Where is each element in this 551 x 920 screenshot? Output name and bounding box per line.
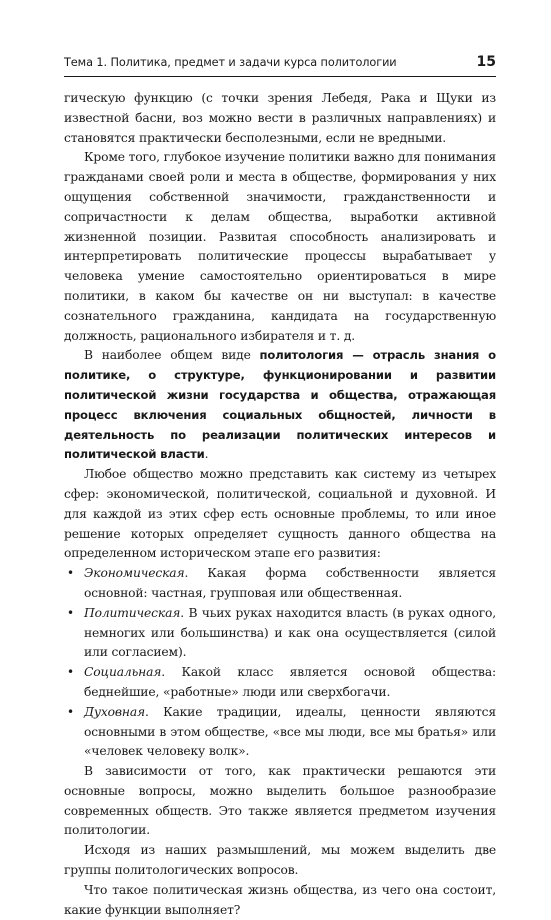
bullet-icon: • xyxy=(67,605,74,620)
bullet-icon: • xyxy=(67,704,74,719)
paragraph-question: Что такое политическая жизнь общества, из чего она состоит, какие функции выполняет? xyxy=(64,882,496,917)
sphere-term: Экономическая xyxy=(84,566,185,581)
sphere-text: . Какая форма собственности является основной: частная, групповая или общественная. xyxy=(84,566,496,600)
sphere-text: . В чьих руках находится власть (в руках одного, немногих или большинства) и как она осуществляется (силой или согласием). xyxy=(84,605,496,660)
list-item xyxy=(64,703,496,762)
paragraph-diversity: В зависимости от того, как практически решаются эти основные вопросы, можно выделить большое разнообразие современных обществ. Это также является предметом изучения политологии. xyxy=(64,764,496,838)
list-item xyxy=(64,564,496,604)
paragraph-definition xyxy=(64,346,496,465)
definition-end: . xyxy=(204,447,209,462)
sphere-term: Духовная xyxy=(84,704,145,719)
bullet-icon: • xyxy=(67,566,74,581)
list-item xyxy=(64,663,496,703)
paragraph-four-spheres: Любое общество можно представить как систему из четырех сфер: экономической, политической, социальной и духовной. И для каждой из этих сфер есть основные проблемы, то или иное решение которых определяет сущность данного общества на определенном историческом этапе его развития: xyxy=(64,467,496,561)
definition-lead: В наиболее общем виде xyxy=(84,348,260,363)
list-item xyxy=(64,604,496,663)
page-number: 15 xyxy=(476,54,496,70)
spheres-list xyxy=(64,564,496,762)
sphere-text: . Какие традиции, идеалы, ценности являются основными в этом обществе, «все мы люди, все мы братья» или «человек человеку волк». xyxy=(84,704,496,759)
sphere-term: Социальная xyxy=(84,665,162,680)
paragraph-two-groups: Исходя из наших размышлений, мы можем выделить две группы политологических вопросов. xyxy=(64,843,496,878)
sphere-term: Политическая xyxy=(84,605,181,620)
sphere-text: . Какой класс является основой общества: беднейшие, «работные» люди или сверхбогачи. xyxy=(84,665,496,699)
bullet-icon: • xyxy=(67,665,74,680)
page-body xyxy=(64,89,496,920)
running-header xyxy=(64,54,496,77)
definition-bold: политология — отрасль знания о политике, о структуре, функционировании и развитии политической жизни государства и общества, отражающая процесс включения социальных общностей, личности в деятельность по реализации политических интересов и политической власти xyxy=(64,348,496,462)
chapter-title: Тема 1. Политика, предмет и задачи курса политологии xyxy=(64,56,397,69)
paragraph-citizens-role: Кроме того, глубокое изучение политики важно для понимания гражданами своей роли и места в обществе, формирования у них ощущения собственной значимости, гражданственности и сопричастности к делам общества, выработки активной жизненной позиции. Развитая способность анализировать и интерпретировать политические процессы вырабатывает у человека умение самостоятельно ориентироваться в мире политики, в каком бы качестве он ни выступал: в качестве сознательного гражданина, кандидата на государственную должность, рационального избирателя и т. д. xyxy=(64,150,496,343)
paragraph-continuation: гическую функцию (с точки зрения Лебедя, Рака и Щуки из известной басни, воз можно вести в различных направлениях) и становятся практически бесполезными, если не вредными. xyxy=(64,91,496,145)
